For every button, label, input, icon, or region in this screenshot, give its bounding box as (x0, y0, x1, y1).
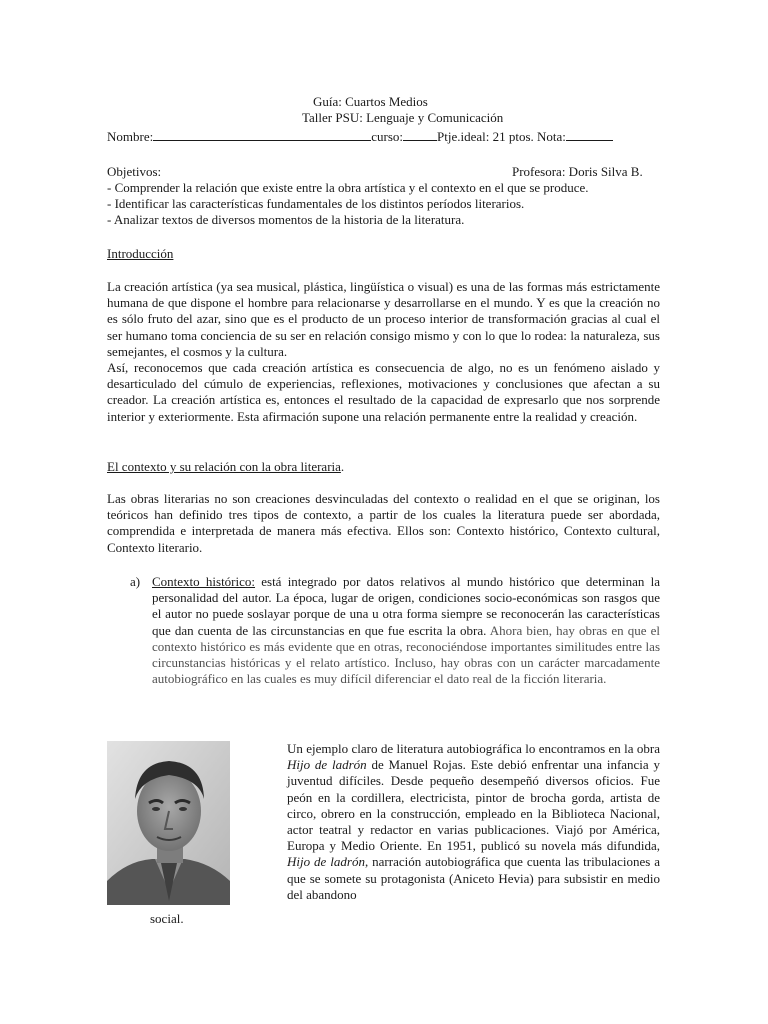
ejemplo-last-word: social. (150, 911, 184, 926)
book-title: Hijo de ladrón (287, 854, 365, 870)
objetivos-label: Objetivos: (107, 164, 162, 179)
contexto-historico-term: Contexto histórico: (152, 574, 256, 589)
student-info-line (107, 128, 613, 145)
objetivos-list (107, 180, 667, 229)
contexto-paragraph: Las obras literarias no son creaciones desvinculadas del contexto o realidad en el que se originan, los teóricos han definido tres tipos de contexto, a partir de los cuales la literatura puede ser abordada, comprendida e interpretada de manera más efectiva. Ellos son: Contexto histórico, Contexto cultural, Contexto literario. (107, 491, 660, 555)
objetivo-item: - Identificar las características fundamentales de los distintos períodos literarios. (107, 196, 525, 212)
list-marker-a: a) (130, 574, 141, 589)
contexto-heading-period: . (340, 459, 345, 474)
curso-label: curso: (371, 129, 403, 144)
contexto-heading-text: El contexto y su relación con la obra literaria (107, 459, 341, 474)
ejemplo-paragraph (287, 741, 660, 903)
book-title: Hijo de ladrón (287, 757, 367, 773)
nombre-blank[interactable] (153, 128, 371, 141)
author-portrait-image (107, 741, 230, 905)
nota-blank[interactable] (566, 128, 613, 141)
ptje-label: Ptje.ideal: 21 ptos. Nota: (437, 129, 566, 144)
ejemplo-text-3: , narración autobiográfica que cuenta las tribulaciones a que se somete su protagonista (Aniceto Hevia) para subsistir en medio del abandono (287, 854, 661, 902)
objetivo-item: - Analizar textos de diversos momentos de la historia de la literatura. (107, 212, 465, 228)
introduccion-paragraph-1: La creación artística (ya sea musical, plástica, lingüística o visual) es una de las formas más estrictamente humana de que dispone el hombre para relacionarse y desarrollarse en el mundo. Y es que la creación no es sólo fruto del azar, sino que es el producto de un proceso interior de transformación gracias al cual el ser humano toma conciencia de su ser en relación consigo mismo y con lo que lo rodea: la naturaleza, sus semejantes, el cosmos y la cultura. (107, 279, 660, 359)
nombre-label: Nombre: (107, 129, 154, 144)
introduccion-paragraph-2: Así, reconocemos que cada creación artística es consecuencia de algo, no es un fenómeno aislado y desarticulado del cúmulo de experiencias, reflexiones, motivaciones y conclusiones que afectan a su creador. La creación artística es, entonces el resultado de la capacidad de expresarlo que nos sorprende interior y exteriormente. Esta afirmación supone una relación permanente entre la realidad y creación. (107, 360, 660, 424)
introduccion-heading: Introducción (107, 246, 174, 261)
ejemplo-text-1: Un ejemplo claro de literatura autobiográfica lo encontramos en la obra (287, 741, 660, 756)
author-photo (107, 741, 230, 905)
contexto-historico-text-2: Ahora bien, hay obras en que el contexto histórico es más evidente que en otras, reconociéndose importantes similitudes entre las circunstancias históricas y el relato artístico. Incluso, hay obras con un carácter marcadamente autobiográfico en las cuales es muy difícil diferenciar el dato real de la ficción literaria. (152, 622, 660, 687)
curso-blank[interactable] (403, 128, 437, 141)
guide-title: Guía: Cuartos Medios (313, 94, 428, 109)
objetivo-item: - Comprender la relación que existe entre la obra artística y el contexto en el que se produce. (107, 180, 589, 195)
profesora-name: Profesora: Doris Silva B. (512, 164, 643, 179)
guide-subtitle: Taller PSU: Lenguaje y Comunicación (302, 110, 504, 125)
contexto-historico-text: está integrado por datos relativos al mundo histórico que determinan la personalidad del autor. La época, lugar de origen, condiciones socio-económicas son rasgos que el autor no puede soslayar porque de una u otra forma siempre se reconocerán las características que dan cuenta de las circunstancias en que fue escrita la obra. (152, 574, 661, 638)
ejemplo-text-2: de Manuel Rojas. Este debió enfrentar una infancia y juventud difíciles. Desde pequeño desempeñó diversos oficios. Fue peón en la cordillera, electricista, pintor de brocha gorda, artista de circo, obrero en la construcción, empleado en la Biblioteca Nacional, actor teatral y redactor en varias publicaciones. Viajó por América, Europa y Medio Oriente. En 1951, publicó su novela más difundida, (287, 757, 660, 854)
contexto-heading (107, 459, 344, 475)
contexto-historico-item (152, 574, 660, 687)
